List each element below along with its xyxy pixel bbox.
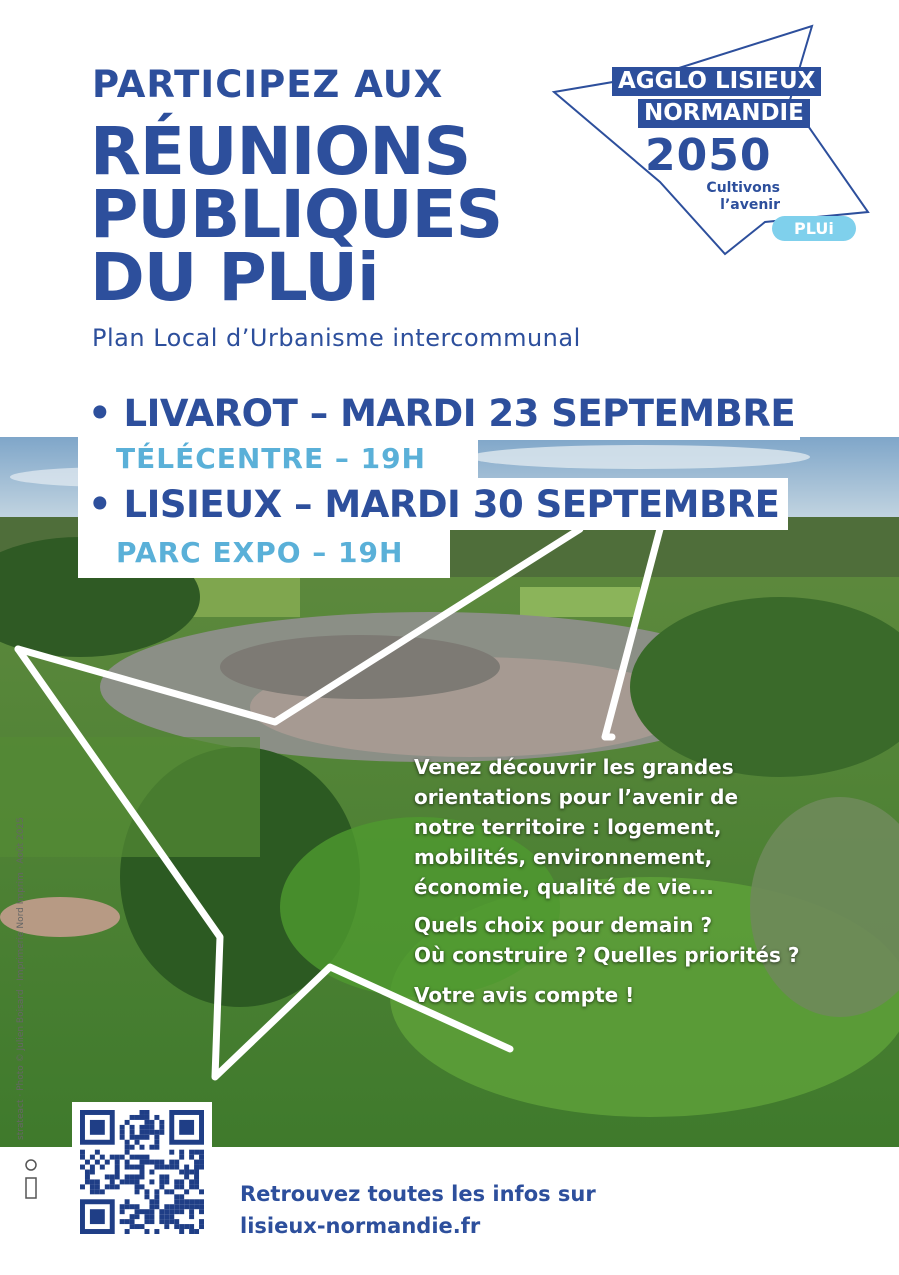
event-1-title: • LIVAROT – MARDI 23 SEPTEMBRE — [88, 392, 796, 435]
event-1-place: TÉLÉCENTRE – 19H — [116, 442, 426, 475]
logo-line-1: AGGLO LISIEUX — [612, 67, 821, 96]
call-to-action: Votre avis compte ! — [414, 983, 635, 1007]
event-2-place: PARC EXPO – 19H — [116, 536, 404, 569]
recycle-icon — [24, 1158, 38, 1202]
body-line-2: orientations pour l’avenir de — [414, 785, 739, 809]
agglo-logo — [550, 22, 880, 262]
body-question-2: Où construire ? Quelles priorités ? — [414, 943, 800, 967]
body-line-3: notre territoire : logement, — [414, 815, 722, 839]
event-2-title: • LISIEUX – MARDI 30 SEPTEMBRE — [88, 483, 780, 526]
logo-line-2: NORMANDIE — [638, 99, 810, 128]
body-line-4: mobilités, environnement, — [414, 845, 713, 869]
logo-year: 2050 — [645, 130, 772, 181]
page-subtitle: Plan Local d’Urbanisme intercommunal — [92, 324, 581, 352]
logo-tagline-2: l’avenir — [720, 197, 780, 213]
website-link[interactable]: lisieux-normandie.fr — [240, 1214, 481, 1238]
body-line-5: économie, qualité de vie... — [414, 875, 714, 899]
body-question-1: Quels choix pour demain ? — [414, 913, 713, 937]
footer — [240, 1178, 596, 1242]
body-line-1: Venez découvrir les grandes — [414, 755, 734, 779]
page-title — [90, 113, 503, 316]
title-line-1: RÉUNIONS — [90, 113, 471, 190]
header-pre-title: PARTICIPEZ AUX — [92, 63, 444, 106]
title-line-2: PUBLIQUES — [90, 176, 503, 253]
title-line-3: DU PLUi — [90, 239, 379, 316]
photo-credit: strateact · Photo © Julien Boisard · Imprimerie Nord Imprim · Août 2025 — [16, 817, 26, 1140]
footer-line-1: Retrouvez toutes les infos sur — [240, 1182, 596, 1206]
plui-badge: PLUi — [772, 216, 856, 241]
body-text — [414, 752, 884, 1010]
logo-tagline-1: Cultivons — [706, 180, 780, 196]
logo-tagline — [690, 180, 780, 214]
qr-code-icon — [80, 1110, 204, 1234]
qr-code[interactable] — [72, 1102, 212, 1242]
